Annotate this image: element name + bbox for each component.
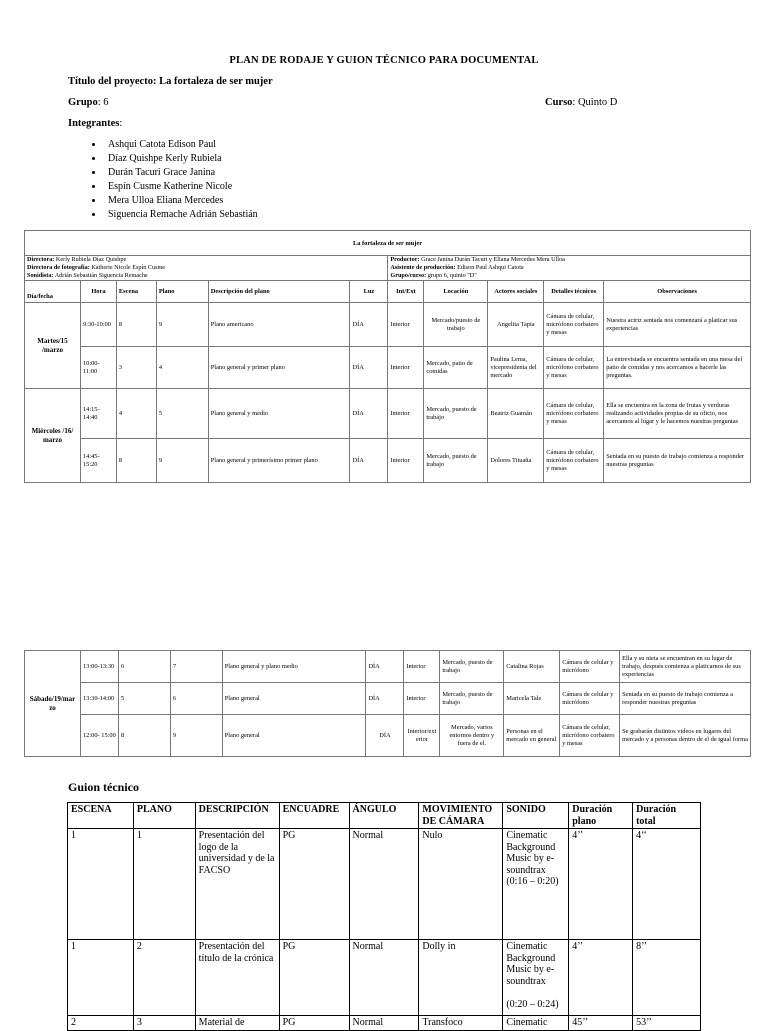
- cell-descripcion: Material de: [195, 1016, 279, 1031]
- producer-label: Productor:: [390, 256, 420, 263]
- cell-intext: Interior: [388, 389, 424, 439]
- col-header: Duración plano: [569, 803, 633, 829]
- cell-hora: 13:00-13:30: [80, 651, 118, 683]
- cell-movimiento: Transfoco: [419, 1016, 503, 1031]
- cell-encuadre: PG: [279, 940, 349, 1016]
- sound-line: [25, 272, 387, 280]
- cell-duracion-total: 4‘‘: [633, 829, 701, 940]
- dop-label: Directora de fotografía:: [27, 264, 90, 271]
- cell-encuadre: PG: [279, 829, 349, 940]
- cell-escena: 5: [118, 683, 170, 715]
- cell-escena: 2: [68, 1016, 134, 1031]
- cell-luz: DÍA: [350, 439, 388, 483]
- director-name: Kerly Rubiela Díaz Quishpe: [55, 256, 127, 263]
- cell-tecnicos: Cámara de celular, micrófono corbatero y mesas: [544, 439, 604, 483]
- col-header: ESCENA: [68, 803, 134, 829]
- document-heading: PLAN DE RODAJE Y GUION TÉCNICO PARA DOCUMENTAL: [229, 55, 539, 66]
- course-value: : Quinto D: [572, 97, 618, 108]
- table-row: [68, 829, 701, 940]
- member-item: • Mera Ulloa Eliana Mercedes: [104, 194, 258, 208]
- members-line: [68, 118, 122, 129]
- cell-plano: 2: [133, 940, 195, 1016]
- cell-locacion: Mercado, puesto de trabajo: [440, 683, 504, 715]
- cell-escena: 8: [118, 715, 170, 757]
- cell-escena: 3: [116, 347, 156, 389]
- dop-line: [25, 264, 387, 272]
- col-header: Detalles técnicos: [544, 281, 604, 303]
- cell-desc: Plano general: [222, 683, 366, 715]
- cell-movimiento: Dolly in: [419, 940, 503, 1016]
- cell-actores: Catalina Rojas: [504, 651, 560, 683]
- col-header: ENCUADRE: [279, 803, 349, 829]
- col-header: Duración total: [633, 803, 701, 829]
- cell-actores: Dolores Tituaña: [488, 439, 544, 483]
- cell-luz: DÍA: [366, 683, 404, 715]
- cell-escena: 1: [68, 829, 134, 940]
- producer-line: [388, 256, 750, 264]
- cell-duracion-total: 8’’: [633, 940, 701, 1016]
- course-label: Curso: [545, 97, 573, 108]
- cell-intext: Interior/ext erior: [404, 715, 440, 757]
- cell-actores: Maricela Tale: [504, 683, 560, 715]
- cell-intext: Interior: [404, 651, 440, 683]
- cell-plano: 6: [170, 683, 222, 715]
- group-course-label: Grupo/curso:: [390, 272, 427, 279]
- member-item: • Ashqui Catota Edison Paul: [104, 138, 258, 152]
- table-row: [25, 389, 751, 439]
- cell-desc: Plano americano: [208, 303, 350, 347]
- col-header: Locación: [424, 281, 488, 303]
- group-label: Grupo: [68, 97, 98, 108]
- cell-escena: 1: [68, 940, 134, 1016]
- table-row: [25, 347, 751, 389]
- cell-descripcion: Presentación del título de la crónica: [195, 940, 279, 1016]
- cell-luz: DÍA: [350, 303, 388, 347]
- cell-duracion-total: 53’’: [633, 1016, 701, 1031]
- cell-plano: 9: [170, 715, 222, 757]
- cell-desc: Plano general y plano medio: [222, 651, 366, 683]
- technical-script-table: [67, 802, 701, 1031]
- members-list: [68, 138, 258, 222]
- course-line: [545, 97, 617, 108]
- group-value: : 6: [97, 97, 109, 108]
- cell-intext: Interior: [388, 347, 424, 389]
- cell-tecnicos: Cámara de celular, micrófono corbatero y mesas: [544, 303, 604, 347]
- cell-escena: 4: [116, 389, 156, 439]
- shooting-plan-table: [24, 230, 751, 483]
- col-header: Día/fecha: [25, 281, 81, 303]
- plan-title: La fortaleza de ser mujer: [25, 231, 751, 256]
- assistant-label: Asistente de producción:: [390, 264, 456, 271]
- cell-observaciones: La entrevistada se encuentra sentada en una mesa del patio de comidas y nos acercamos a hacerle las preguntas.: [604, 347, 751, 389]
- member-item: • Durán Tacuri Grace Janina: [104, 166, 258, 180]
- members-label: Integrantes: [68, 118, 120, 129]
- assistant-name: Edison Paul Ashqui Catota: [457, 264, 524, 271]
- col-header: Int/Ext: [388, 281, 424, 303]
- table-row: [25, 439, 751, 483]
- project-title-line: [68, 76, 273, 87]
- cell-tecnicos: Cámara de celular, micrófono corbatero y mesas: [544, 389, 604, 439]
- cell-tecnicos: Cámara de celular y micrófono: [560, 683, 620, 715]
- col-header: MOVIMIENTO DE CÁMARA: [419, 803, 503, 829]
- cell-observaciones: Se grabarán distintos videos en lugares del mercado y a personas dentro de el de igual forma: [620, 715, 751, 757]
- table-row: [68, 1016, 701, 1031]
- assistant-line: [388, 264, 750, 272]
- cell-plano: 5: [156, 389, 208, 439]
- cell-descripcion: Presentación del logo de la universidad y de la FACSO: [195, 829, 279, 940]
- col-header: SONIDO: [503, 803, 569, 829]
- cell-desc: Plano general y medio: [208, 389, 350, 439]
- cell-observaciones: Sentada en su puesto de trabajo comienza a responder nuestras preguntas: [604, 439, 751, 483]
- group-course-value: grupo 6, quinto "D": [427, 272, 477, 279]
- cell-plano: 7: [170, 651, 222, 683]
- table-row: [25, 715, 751, 757]
- cell-locacion: Mercado, puesto de trabajo: [424, 389, 488, 439]
- cell-actores: Paulina Lema, vicepresidenta del mercado: [488, 347, 544, 389]
- cell-plano: 3: [133, 1016, 195, 1031]
- col-header: ÁNGULO: [349, 803, 419, 829]
- col-header: Escena: [116, 281, 156, 303]
- producer-name: Grace Janina Durán Tacuri y Eliana Mercedes Mera Ulloa: [421, 256, 565, 263]
- cell-observaciones: Ella se encuentra en la zona de frutas y verduras realizando actividades propias de su oficio, nos acercamos al lugar y le hacemos nuestras preguntas: [604, 389, 751, 439]
- cell-actores: Beatriz Guamán: [488, 389, 544, 439]
- col-header: Luz: [350, 281, 388, 303]
- cell-sonido: Cinematic Background Music by e-soundtrax (0:20 – 0:24): [503, 940, 569, 1016]
- cell-plano: 1: [133, 829, 195, 940]
- director-line: [25, 256, 387, 264]
- guion-header-row: [68, 803, 701, 829]
- cell-angulo: Normal: [349, 940, 419, 1016]
- plan-header-row: [25, 281, 751, 303]
- cell-observaciones: Ella y su nieta se encuentran en su lugar de trabajo, después comienza a platicarnos de sus experiencias: [620, 651, 751, 683]
- col-header: Observaciones: [604, 281, 751, 303]
- crew-right: [388, 256, 751, 281]
- cell-plano: 4: [156, 347, 208, 389]
- col-header: Plano: [156, 281, 208, 303]
- cell-sonido: Cinematic Background Music by e-soundtrax (0:16 – 0:20): [503, 829, 569, 940]
- cell-escena: 8: [116, 303, 156, 347]
- crew-left: [25, 256, 388, 281]
- shooting-plan-table-continued: [24, 650, 751, 757]
- cell-intext: Interior: [388, 439, 424, 483]
- col-header: Actores sociales: [488, 281, 544, 303]
- table-row: [68, 940, 701, 1016]
- members-colon: :: [119, 118, 123, 129]
- cell-desc: Plano general y primerísimo primer plano: [208, 439, 350, 483]
- cell-desc: Plano general: [222, 715, 366, 757]
- sound-name: Adrián Sebastián Siguencia Remache: [54, 272, 148, 279]
- cell-duracion-plano: 45’’: [569, 1016, 633, 1031]
- dop-name: Katherie Nicole Espín Cusme: [91, 264, 166, 271]
- cell-luz: DÍA: [350, 347, 388, 389]
- cell-hora: 14:45-15:20: [80, 439, 116, 483]
- day-cell: Martes/15 /marzo: [25, 303, 81, 389]
- cell-escena: 6: [118, 651, 170, 683]
- project-title-label: Título del proyecto:: [68, 76, 157, 87]
- table-row: [25, 651, 751, 683]
- cell-intext: Interior: [388, 303, 424, 347]
- cell-tecnicos: Cámara de celular, micrófono corbatero y mesas: [560, 715, 620, 757]
- cell-desc: Plano general y primer plano: [208, 347, 350, 389]
- project-title: La fortaleza de ser mujer: [159, 76, 273, 87]
- cell-luz: DÍA: [350, 389, 388, 439]
- cell-duracion-plano: 4’’: [569, 829, 633, 940]
- cell-hora: 13:30-14:00: [80, 683, 118, 715]
- cell-plano: 9: [156, 303, 208, 347]
- cell-locacion: Mercado, puesto de trabajo: [424, 439, 488, 483]
- cell-angulo: Normal: [349, 829, 419, 940]
- cell-observaciones: Nuestra actriz sentada nos comenzará a platicar sus experiencias: [604, 303, 751, 347]
- cell-tecnicos: Cámara de celular y micrófono: [560, 651, 620, 683]
- cell-duracion-plano: 4’’: [569, 940, 633, 1016]
- cell-locacion: Mercado, patio de comidas: [424, 347, 488, 389]
- cell-locacion: Mercado, puesto de trabajo: [440, 651, 504, 683]
- member-item: • Siguencia Remache Adrián Sebastián: [104, 208, 258, 222]
- cell-locacion: Mercado/puesto de trabajo: [424, 303, 488, 347]
- group-line: [68, 97, 109, 108]
- cell-hora: 12:00- 15:00: [80, 715, 118, 757]
- cell-actores: Angelita Tapia: [488, 303, 544, 347]
- cell-luz: DÍA: [366, 651, 404, 683]
- cell-luz: DÍA: [366, 715, 404, 757]
- director-label: Directora:: [27, 256, 55, 263]
- cell-tecnicos: Cámara de celular, micrófono corbatero y mesas: [544, 347, 604, 389]
- cell-sonido: Cinematic: [503, 1016, 569, 1031]
- table-row: [25, 303, 751, 347]
- col-header: PLANO: [133, 803, 195, 829]
- cell-intext: Interior: [404, 683, 440, 715]
- col-header: Descripción del plano: [208, 281, 350, 303]
- cell-locacion: Mercado, varios entornos dentro y fuera de el.: [440, 715, 504, 757]
- cell-hora: 14:15-14:40: [80, 389, 116, 439]
- table-row: [25, 683, 751, 715]
- guion-title: Guion técnico: [68, 780, 139, 794]
- cell-plano: 9: [156, 439, 208, 483]
- sound-label: Sonidista:: [27, 272, 54, 279]
- cell-observaciones: Sentada en su puesto de trabajo comienza a responder nuestras preguntas: [620, 683, 751, 715]
- cell-angulo: Normal: [349, 1016, 419, 1031]
- day-cell: Miércoles /16/ marzo: [25, 389, 81, 483]
- cell-hora: 10:00-11:00: [80, 347, 116, 389]
- cell-encuadre: PG: [279, 1016, 349, 1031]
- cell-hora: 9:30-10:00: [80, 303, 116, 347]
- day-cell: Sábado/19/mar zo: [25, 651, 81, 757]
- col-header: DESCRIPCIÓN: [195, 803, 279, 829]
- cell-movimiento: Nulo: [419, 829, 503, 940]
- cell-escena: 8: [116, 439, 156, 483]
- cell-actores: Personas en el mercado en general: [504, 715, 560, 757]
- group-course-line: [388, 272, 750, 280]
- member-item: • Díaz Quishpe Kerly Rubiela: [104, 152, 258, 166]
- member-item: • Espín Cusme Katherine Nicole: [104, 180, 258, 194]
- col-header: Hora: [80, 281, 116, 303]
